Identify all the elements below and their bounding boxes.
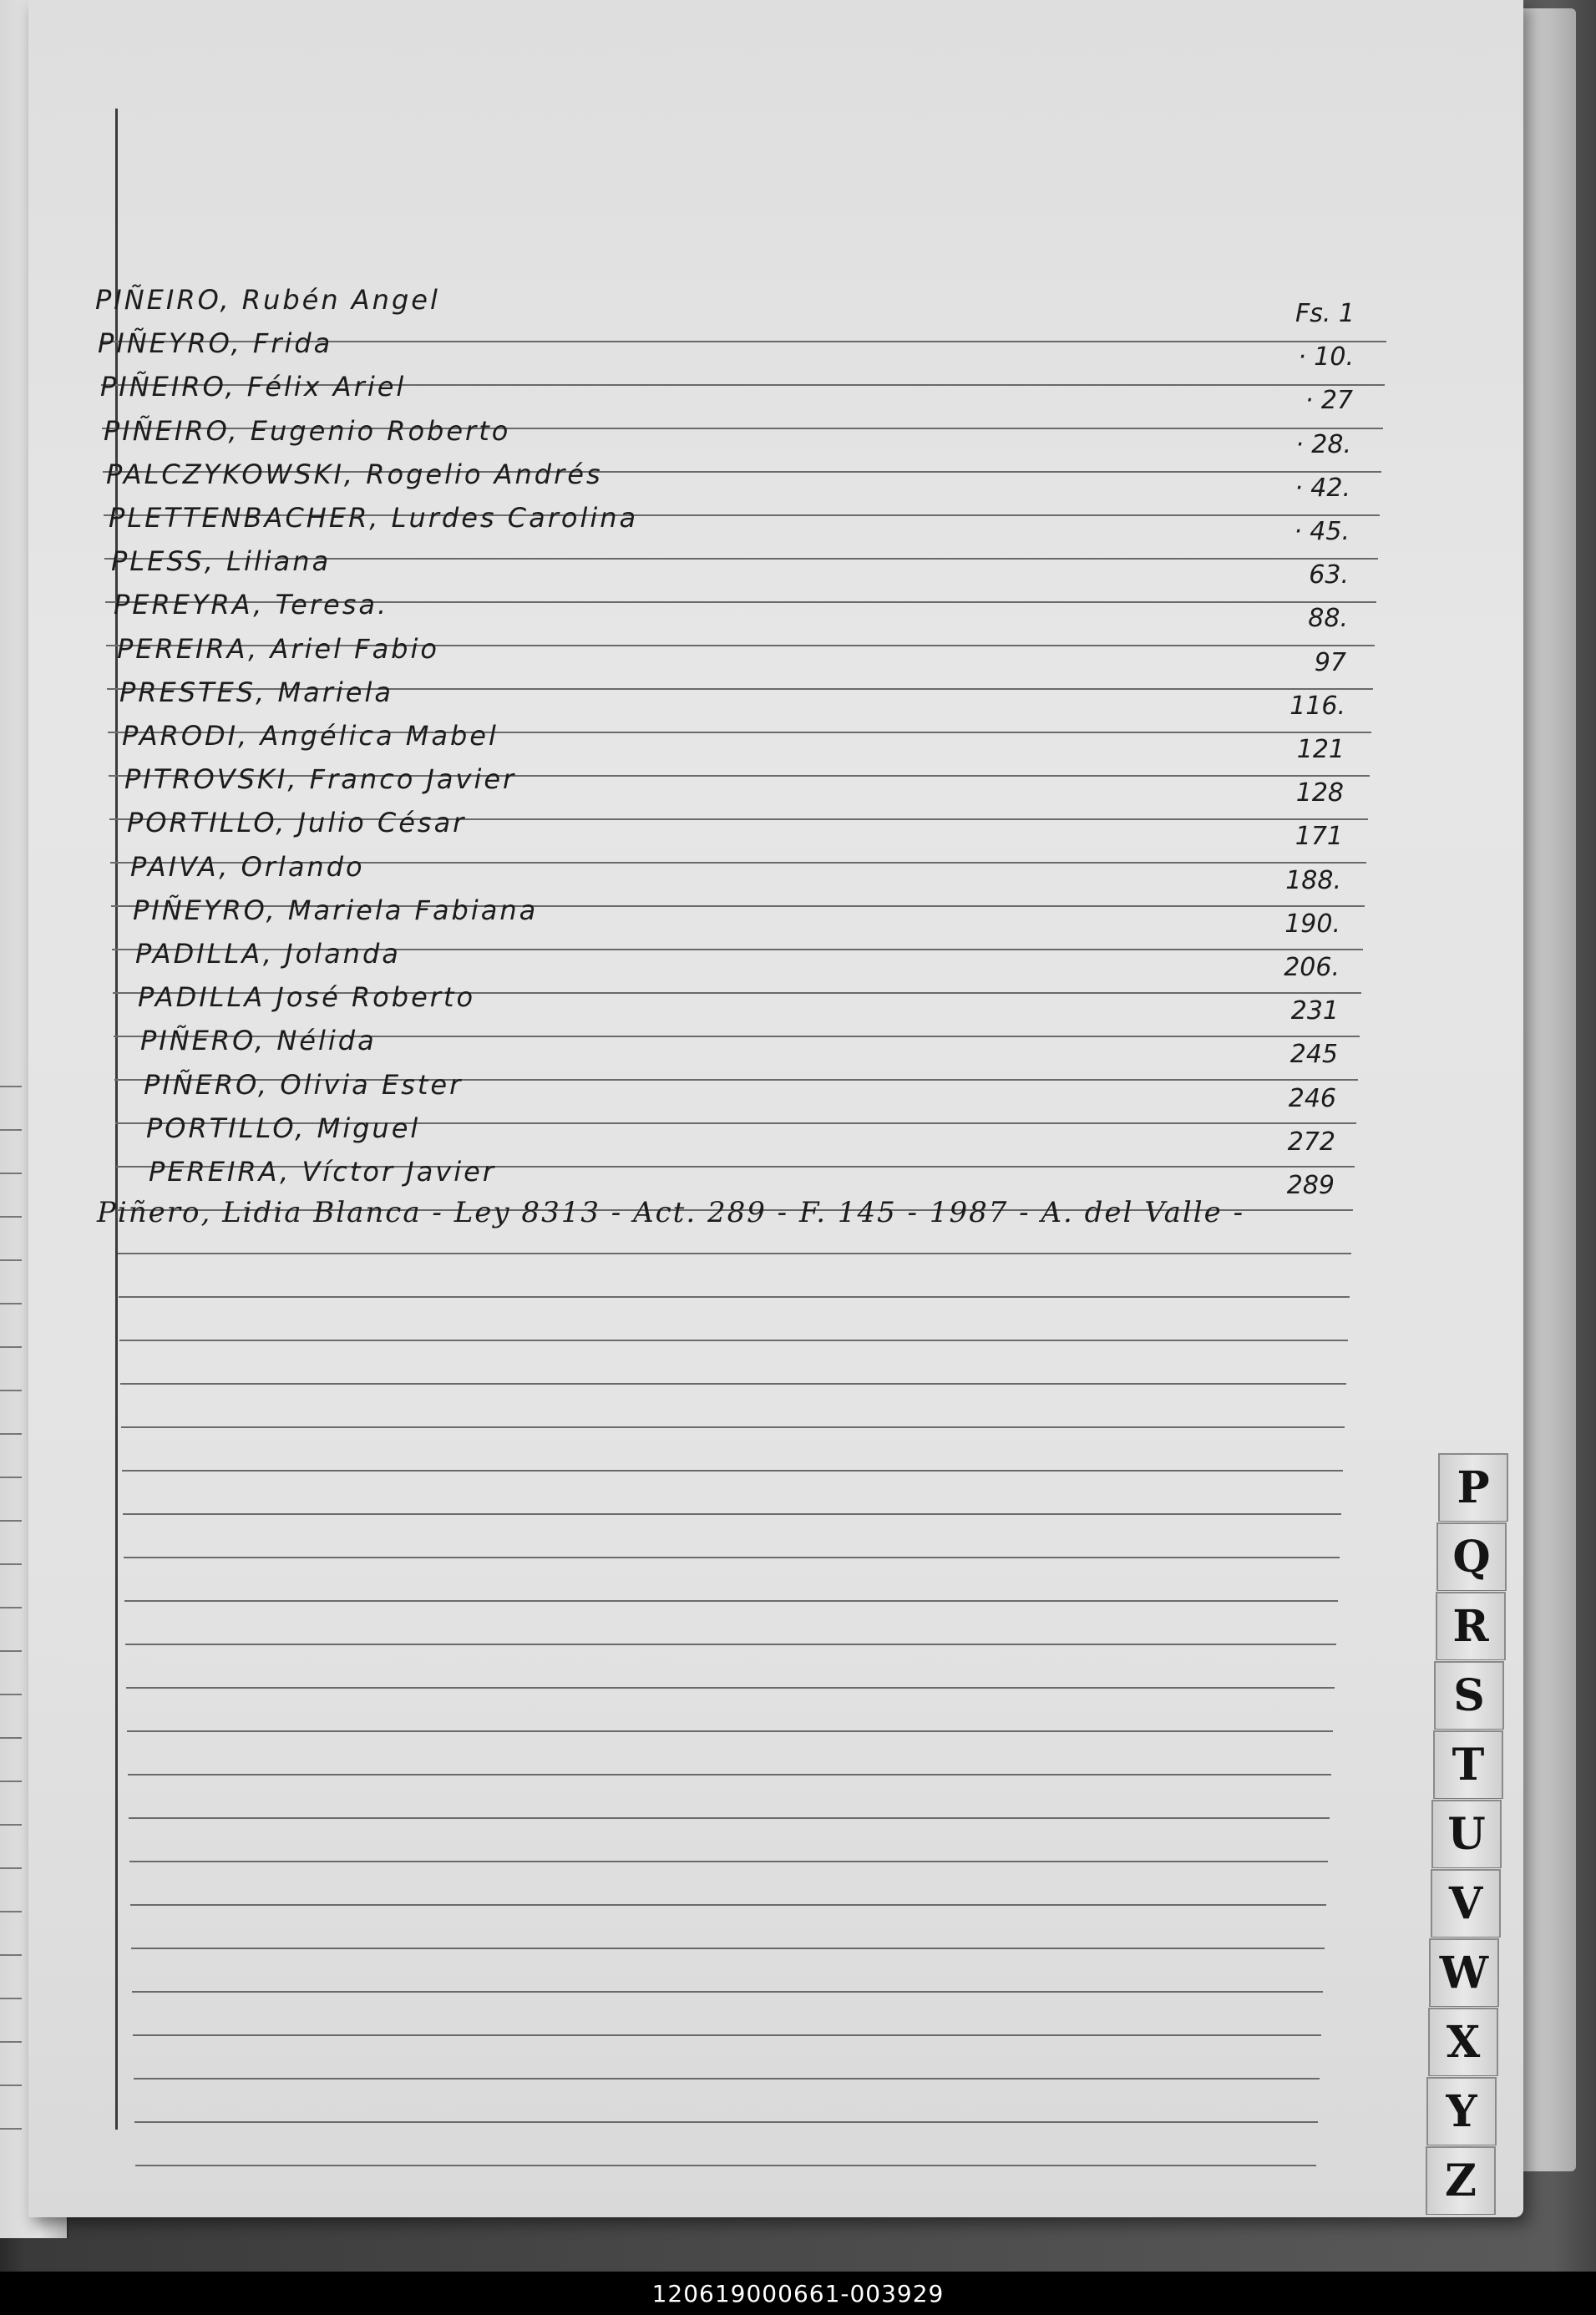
ruled-line xyxy=(119,1340,1348,1341)
entry-name: PALCZYKOWSKI, Rogelio Andrés xyxy=(106,458,603,490)
entry-folio: 289 xyxy=(1286,1171,1335,1200)
entry-name: PORTILLO, Julio César xyxy=(127,807,467,839)
left-page-rule xyxy=(0,1303,22,1304)
tab-letter-v[interactable]: V xyxy=(1431,1869,1501,1938)
tab-letter-y[interactable]: Y xyxy=(1426,2077,1497,2145)
entry-name: PIÑEYRO, Mariela Fabiana xyxy=(133,894,539,926)
left-page-rule xyxy=(0,1998,22,1999)
tab-letter-x[interactable]: X xyxy=(1428,2008,1498,2076)
entry-folio: 128 xyxy=(1295,778,1344,808)
index-page xyxy=(28,0,1523,2217)
ruled-line xyxy=(129,1817,1330,1819)
entry-name: PIÑERO, Nélida xyxy=(140,1025,377,1057)
tab-letter-r[interactable]: R xyxy=(1436,1592,1506,1660)
entry-folio: 231 xyxy=(1290,996,1339,1026)
entry-folio: · 42. xyxy=(1295,473,1350,503)
entry-folio: 121 xyxy=(1296,735,1345,764)
entry-folio: 206. xyxy=(1284,953,1340,982)
tab-letter-s[interactable]: S xyxy=(1434,1661,1504,1730)
entry-name: PLESS, Liliana xyxy=(111,545,332,578)
entry-name: PAIVA, Orlando xyxy=(130,850,365,883)
ruled-line xyxy=(125,1644,1336,1645)
ruled-line xyxy=(130,1904,1326,1906)
entry-name: PIÑEIRO, Félix Ariel xyxy=(100,371,407,403)
tab-letter-t[interactable]: T xyxy=(1433,1730,1503,1799)
entry-folio: 63. xyxy=(1309,560,1349,590)
ruled-line xyxy=(123,1513,1341,1515)
scan-id-footer: 120619000661-003929 xyxy=(0,2272,1596,2315)
entry-name: PITROVSKI, Franco Javier xyxy=(124,763,517,796)
tab-letter-q[interactable]: Q xyxy=(1436,1522,1507,1591)
left-page-rule xyxy=(0,1954,22,1956)
entry-folio: Fs. 1 xyxy=(1295,299,1355,328)
left-page-rule xyxy=(0,1781,22,1782)
left-page-rule xyxy=(0,2085,22,2086)
left-page-rule xyxy=(0,1129,22,1131)
ruled-line xyxy=(129,1861,1328,1862)
entry-name: PORTILLO, Miguel xyxy=(146,1112,421,1144)
entry-folio: 190. xyxy=(1284,909,1340,939)
entry-folio: 188. xyxy=(1285,865,1341,895)
entry-name: PADILLA José Roberto xyxy=(138,981,476,1014)
entry-folio: 116. xyxy=(1289,691,1345,721)
ruled-line xyxy=(128,1774,1331,1776)
left-page-rule xyxy=(0,1867,22,1869)
entry-folio: 88. xyxy=(1308,604,1348,634)
margin-line xyxy=(115,109,118,2130)
entry-name: PIÑEYRO, Frida xyxy=(98,327,333,360)
ruled-line xyxy=(132,1991,1323,1993)
entry-name: PIÑERO, Olivia Ester xyxy=(144,1068,464,1101)
ruled-line xyxy=(124,1557,1340,1558)
ruled-line xyxy=(126,1687,1335,1689)
tab-letter-p[interactable]: P xyxy=(1438,1453,1508,1522)
ruled-line xyxy=(121,1426,1345,1428)
tab-letter-z[interactable]: Z xyxy=(1426,2146,1496,2215)
left-page-rule xyxy=(0,1173,22,1174)
ruled-line xyxy=(118,1253,1351,1254)
left-page-rule xyxy=(0,2128,22,2130)
entry-folio: · 10. xyxy=(1298,342,1354,372)
entry-name: PEREIRA, Víctor Javier xyxy=(149,1156,497,1188)
entry-folio: · 45. xyxy=(1294,517,1350,546)
ruled-line xyxy=(119,1296,1350,1298)
left-page-rule xyxy=(0,1477,22,1478)
entry-name: PEREYRA, Teresa. xyxy=(114,589,389,621)
tab-letter-w[interactable]: W xyxy=(1429,1938,1499,2007)
left-page-rule xyxy=(0,1911,22,1912)
left-page-rule xyxy=(0,1433,22,1435)
tab-letter-u[interactable]: U xyxy=(1431,1800,1502,1868)
left-page-rule xyxy=(0,1346,22,1348)
left-page-rule xyxy=(0,1520,22,1522)
entry-folio: 245 xyxy=(1289,1040,1338,1070)
entry-folio: 272 xyxy=(1287,1127,1335,1157)
entry-name: PADILLA, Jolanda xyxy=(135,938,401,970)
ruled-line xyxy=(134,2121,1318,2123)
entry-folio: 97 xyxy=(1314,647,1346,677)
left-page-rule xyxy=(0,1563,22,1565)
left-page-rule xyxy=(0,1390,22,1391)
entry-folio: 246 xyxy=(1288,1083,1336,1113)
alphabet-tabs xyxy=(1438,1453,1513,2216)
ruled-line xyxy=(127,1730,1333,1732)
entry-folio: · 28. xyxy=(1295,429,1351,459)
ruled-line xyxy=(124,1600,1338,1602)
entry-name: PLETTENBACHER, Lurdes Carolina xyxy=(109,502,639,534)
left-page-rule xyxy=(0,1694,22,1695)
ruled-line xyxy=(135,2165,1316,2166)
entry-name: PEREIRA, Ariel Fabio xyxy=(117,632,439,665)
entry-name: PARODI, Angélica Mabel xyxy=(122,720,499,752)
ruled-line xyxy=(120,1383,1346,1385)
note-line: Piñero, Lidia Blanca - Ley 8313 - Act. 289 - F. 145 - 1987 - A. del Valle - xyxy=(97,1196,1245,1229)
left-page-rule xyxy=(0,1824,22,1826)
left-page-rule xyxy=(0,1086,22,1087)
left-page-rule xyxy=(0,1737,22,1739)
entry-name: PRESTES, Mariela xyxy=(119,676,393,708)
left-page-rule xyxy=(0,1216,22,1218)
left-page-rule xyxy=(0,1650,22,1652)
ruled-line xyxy=(122,1470,1343,1472)
left-page-rule xyxy=(0,1259,22,1261)
entry-name: PIÑEIRO, Eugenio Roberto xyxy=(104,414,511,447)
ruled-line xyxy=(131,1948,1325,1949)
entry-folio: 171 xyxy=(1295,822,1343,852)
left-page-rule xyxy=(0,2041,22,2043)
entry-name: PIÑEIRO, Rubén Angel xyxy=(95,284,440,316)
ruled-line xyxy=(134,2078,1320,2079)
left-page-rule xyxy=(0,1607,22,1608)
ruled-line xyxy=(133,2034,1321,2036)
entry-folio: · 27 xyxy=(1305,386,1353,416)
page-stack-edge xyxy=(1516,8,1576,2171)
